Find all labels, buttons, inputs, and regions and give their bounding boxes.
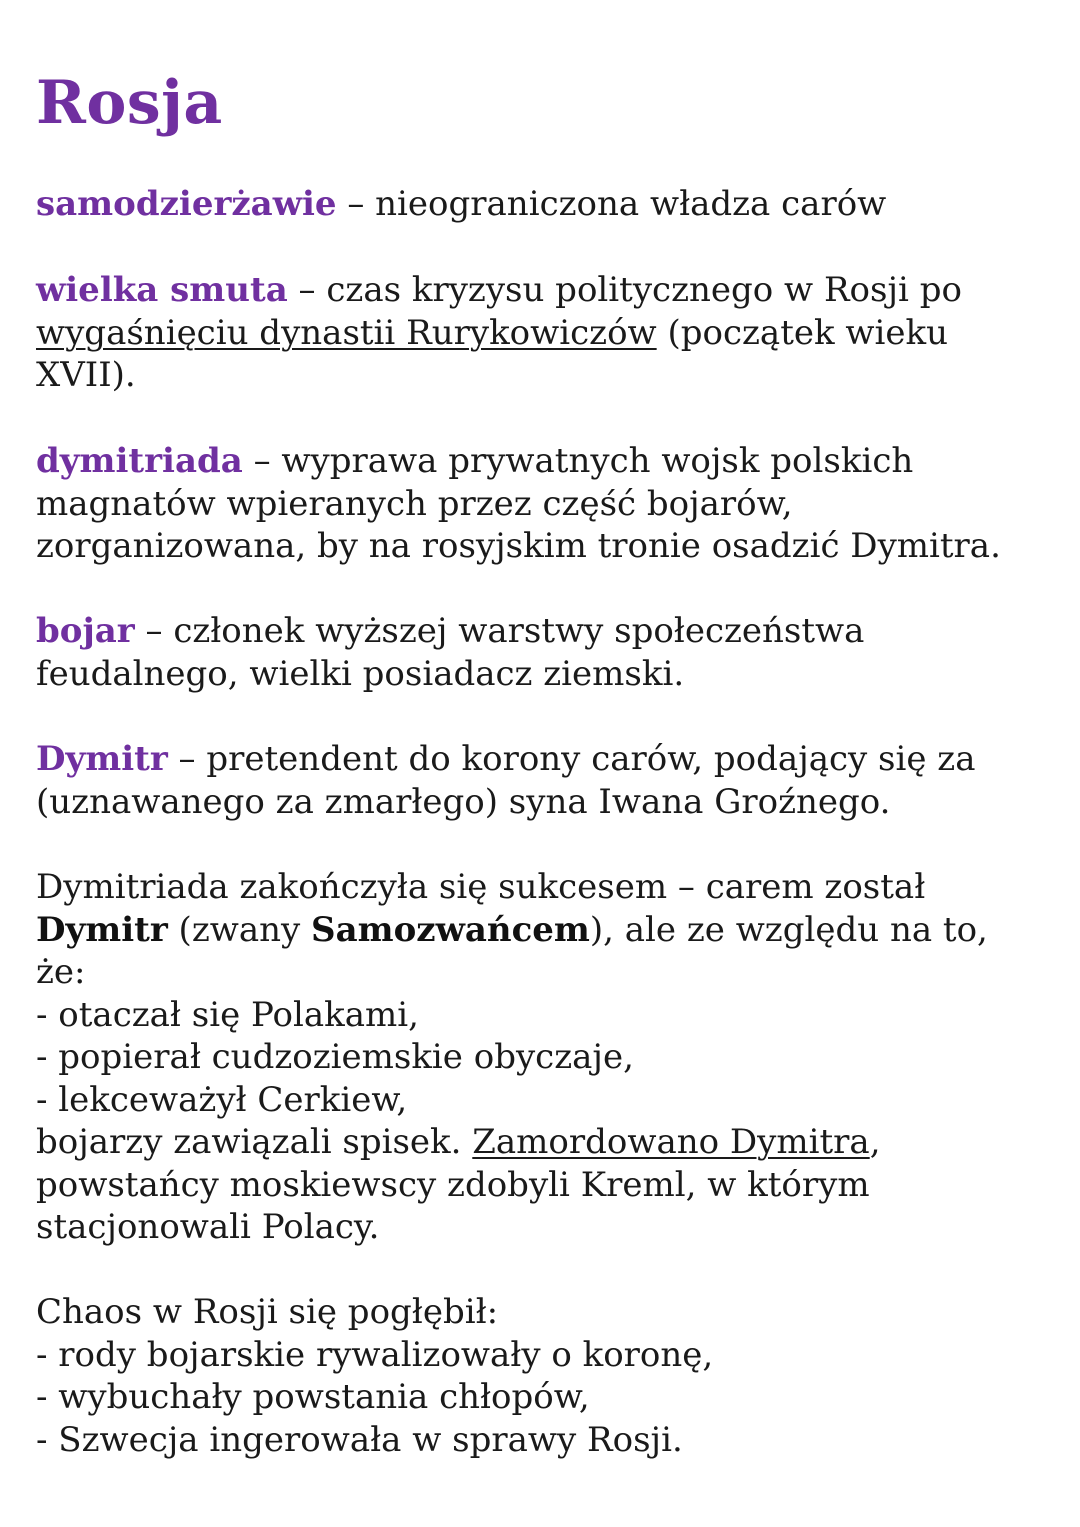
list-item: - wybuchały powstania chłopów, — [36, 1377, 590, 1417]
definition-dymitr — [36, 738, 1046, 823]
list-item: - rody bojarskie rywalizowały o koronę, — [36, 1334, 714, 1375]
definition-line: wielka smuta – czas kryzysu politycznego w Rosji po — [36, 270, 962, 310]
list-item: - lekceważył Cerkiew, — [36, 1079, 408, 1120]
definition-line: (uznawanego za zmarłego) syna Iwana Groźnego. — [36, 781, 891, 822]
underlined-phrase: wygaśnięciu dynastii Rurykowiczów — [36, 312, 657, 353]
paragraph-line: powstańcy moskiewscy zdobyli Kreml, w którym — [36, 1164, 870, 1205]
list-item: - otaczał się Polakami, — [36, 994, 419, 1035]
definition-line: magnatów wpieranych przez część bojarów, — [36, 483, 793, 524]
bold-name: Dymitr — [36, 909, 168, 950]
definition-line: dymitriada – wyprawa prywatnych wojsk polskich — [36, 441, 914, 481]
definition-samodzierzawie — [36, 183, 1046, 226]
paragraph-line: Dymitr (zwany Samozwańcem), ale ze względu na to, — [36, 909, 988, 950]
definition-line: samodzierżawie – nieograniczona władza carów — [36, 184, 887, 224]
term: bojar — [36, 611, 135, 651]
term: samodzierżawie — [36, 184, 337, 224]
paragraph-chaos — [36, 1291, 1046, 1461]
paragraph-line: że: — [36, 952, 86, 992]
definition-line: zorganizowana, by na rosyjskim tronie osadzić Dymitra. — [36, 526, 1001, 566]
underlined-phrase: Zamordowano Dymitra — [472, 1122, 870, 1162]
paragraph-dymitriada-outcome — [36, 866, 1046, 1249]
paragraph-line: stacjonowali Polacy. — [36, 1207, 380, 1247]
definition-line: wygaśnięciu dynastii Rurykowiczów (początek wieku — [36, 312, 948, 353]
definition-line: bojar – członek wyższej warstwy społeczeństwa — [36, 611, 865, 651]
definition-bojar — [36, 610, 1046, 695]
paragraph-line: Dymitriada zakończyła się sukcesem – carem został — [36, 867, 926, 907]
list-item: - Szwecja ingerowała w sprawy Rosji. — [36, 1419, 683, 1460]
bold-nickname: Samozwańcem — [311, 909, 590, 950]
term: Dymitr — [36, 739, 168, 779]
term: dymitriada — [36, 441, 243, 481]
definition-wielka-smuta — [36, 269, 1046, 397]
definition-line: Dymitr – pretendent do korony carów, podający się za — [36, 739, 976, 779]
paragraph-line: Chaos w Rosji się pogłębił: — [36, 1292, 499, 1332]
list-item: - popierał cudzoziemskie obyczaje, — [36, 1037, 634, 1077]
definition-dymitriada — [36, 440, 1046, 568]
definition-line: feudalnego, wielki posiadacz ziemski. — [36, 653, 685, 694]
definition-line: XVII). — [36, 355, 136, 395]
paragraph-line: bojarzy zawiązali spisek. Zamordowano Dymitra, — [36, 1122, 881, 1162]
page-title: Rosja — [36, 68, 223, 138]
term: wielka smuta — [36, 270, 288, 310]
